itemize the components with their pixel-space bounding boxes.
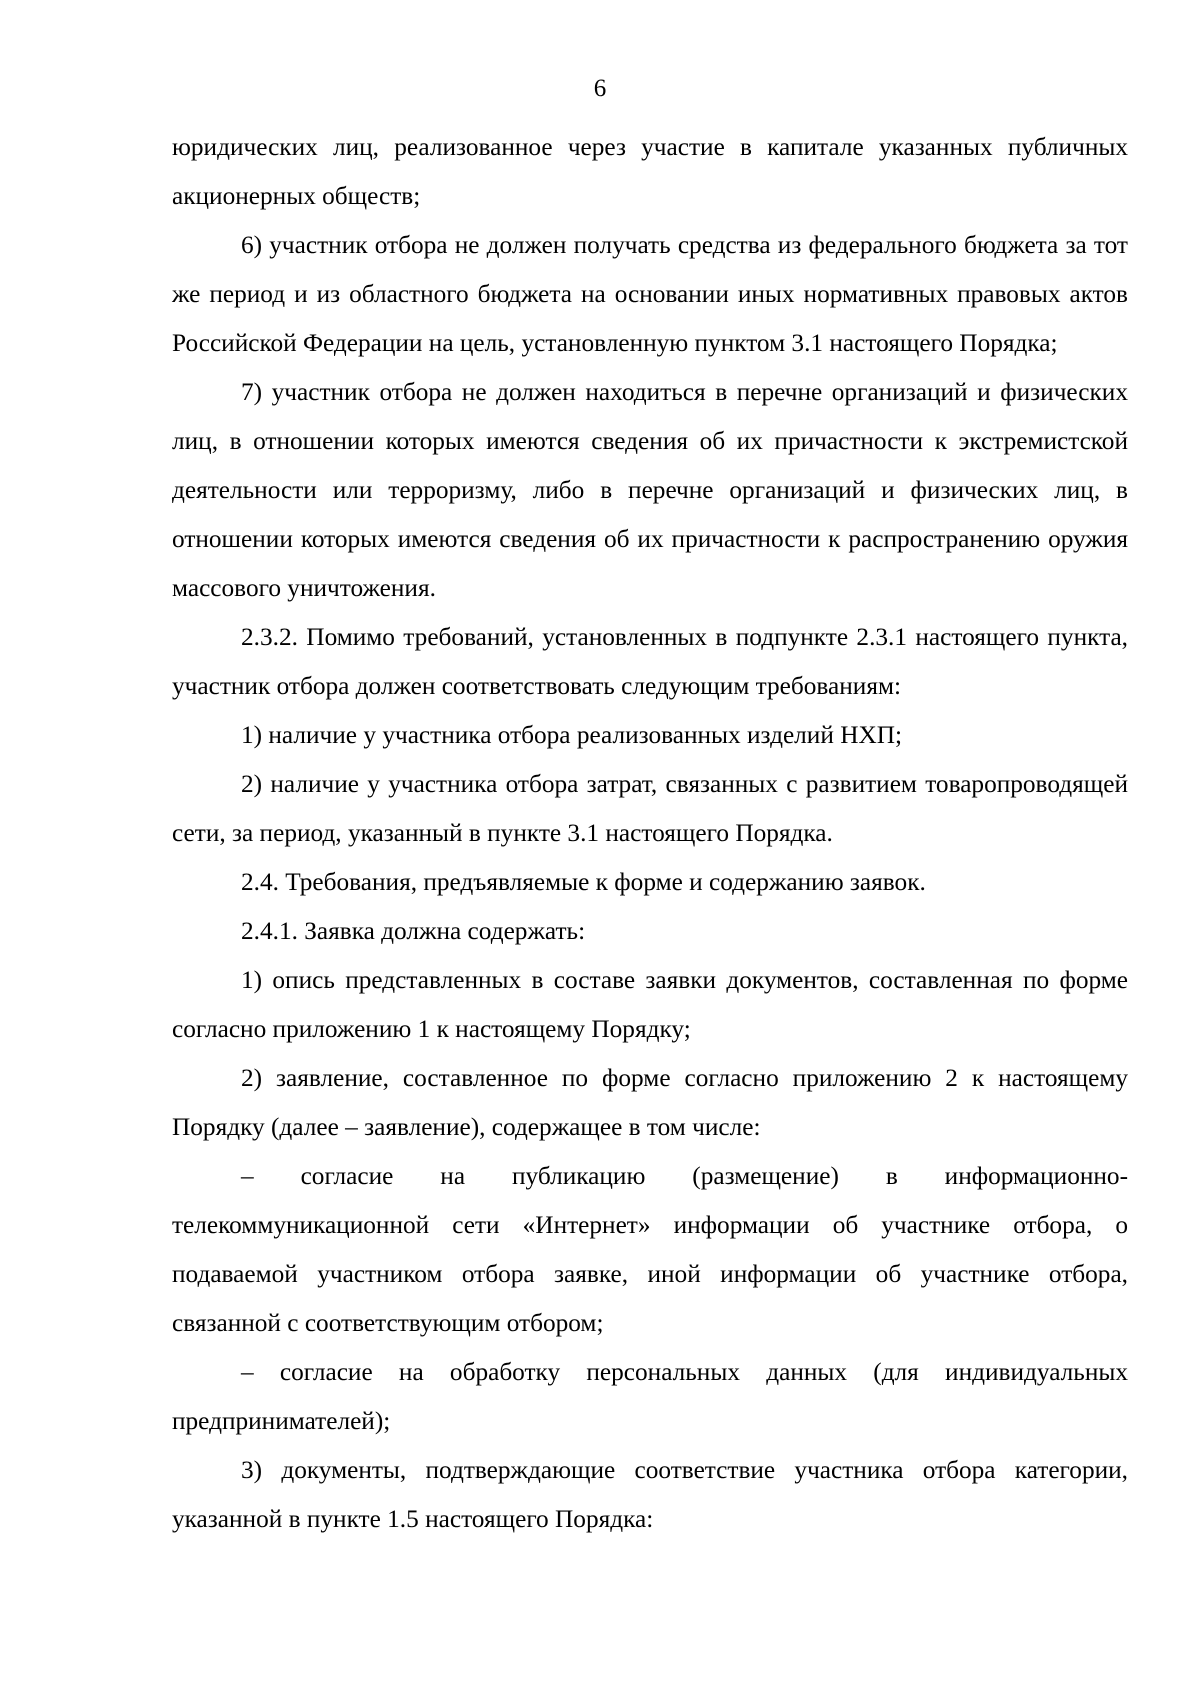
document-body [172,123,1128,1544]
paragraph-2-4: 2.4. Требования, предъявляемые к форме и содержанию заявок. [241,868,926,896]
paragraph-item-7: 7) участник отбора не должен находиться в перечне организаций и физических лиц, в отношении которых имеются сведения об их причастности к экстремистской деятельности или терроризму, либо в перечне организаций и физических лиц, в отношении которых имеются сведения об их причастности к распространению оружия массового уничтожения. [172,378,1128,602]
paragraph-requirement-2: 2) наличие у участника отбора затрат, связанных с развитием товаропроводящей сети, за период, указанный в пункте 3.1 настоящего Порядка. [172,770,1128,847]
paragraph-consent-personal-data: – согласие на обработку персональных данных (для индивидуальных предпринимателей); [172,1358,1128,1435]
paragraph-application-item-3: 3) документы, подтверждающие соответствие участника отбора категории, указанной в пункте 1.5 настоящего Порядка: [172,1456,1128,1533]
paragraph-item-6: 6) участник отбора не должен получать средства из федерального бюджета за тот же период и из областного бюджета на основании иных нормативных правовых актов Российской Федерации на цель, установленную пунктом 3.1 настоящего Порядка; [172,231,1128,357]
paragraph-application-item-2: 2) заявление, составленное по форме согласно приложению 2 к настоящему Порядку (далее – заявление), содержащее в том числе: [172,1064,1128,1141]
paragraph-2-3-2: 2.3.2. Помимо требований, установленных в подпункте 2.3.1 настоящего пункта, участник отбора должен соответствовать следующим требованиям: [172,623,1128,700]
paragraph-requirement-1: 1) наличие у участника отбора реализованных изделий НХП; [241,721,903,749]
page-number: 6 [593,75,607,102]
paragraph-continuation: юридических лиц, реализованное через участие в капитале указанных публичных акционерных обществ; [172,133,1128,210]
paragraph-application-item-1: 1) опись представленных в составе заявки документов, составленная по форме согласно приложению 1 к настоящему Порядку; [172,966,1128,1043]
paragraph-consent-publication: – согласие на публикацию (размещение) в информационно-телекоммуникационной сети «Интернет» информации об участнике отбора, о подаваемой участником отбора заявке, иной информации об участнике отбора, связанной с соответствующим отбором; [172,1162,1128,1337]
paragraph-2-4-1: 2.4.1. Заявка должна содержать: [241,917,586,945]
